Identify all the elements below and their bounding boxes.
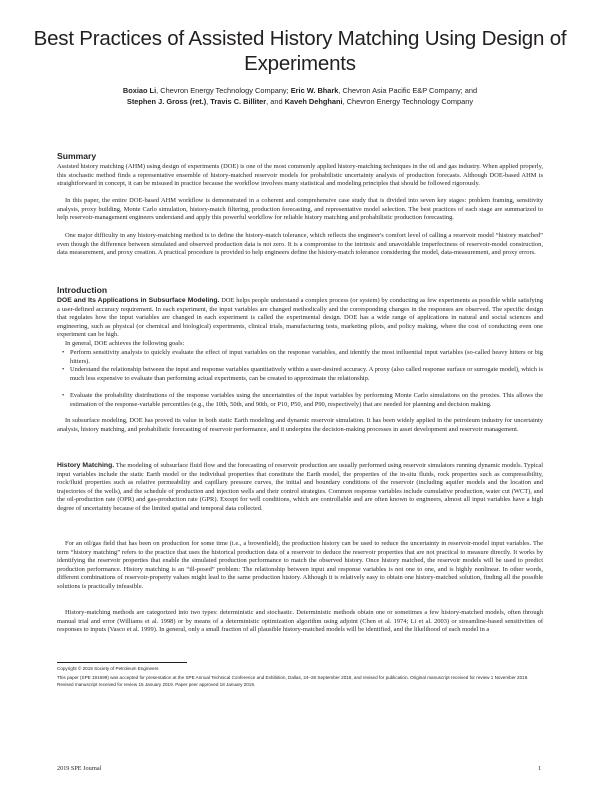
author-name: Eric W. Bhark (290, 86, 339, 95)
doe-subheading: DOE and Its Applications in Subsurface Modeling. (57, 297, 220, 304)
bullet-dot-icon: • (62, 349, 65, 356)
introduction-heading: Introduction (57, 285, 108, 295)
author-name: Boxiao Li (122, 86, 157, 95)
author-name: Travis C. Billiter (210, 97, 267, 106)
bullet-item-2 (62, 366, 543, 383)
doe-paragraph-1 (57, 297, 543, 340)
footnote-divider (57, 662, 187, 663)
bullet-text: Perform sensitivity analysis to quickly evaluate the effect of input variables on the response variables, and identify the most influential input variables (so-called heavy hitters or big hitters). (70, 349, 543, 365)
author-separator: , and (266, 97, 285, 106)
bullet-item-3 (62, 392, 543, 409)
bullet-text: Evaluate the probability distributions of the response variables using the uncertainties of the input variables by performing Monte Carlo simulations on the proxies. This allows the estimation of the response-variable percentiles (e.g., the 10th, 50th, and 90th, or P10, P50, and P90, respectively) that are needed for planning and decision making. (70, 392, 543, 408)
history-matching-paragraph-3: History-matching methods are categorized into two types: deterministic and stochastic. Deterministic methods obtain one or sometimes a few history-matched models, often through manual trial and error (Williams et al. 1998) or by means of a deterministic optimization algorithm using adjoint (Chen et al. 1974; Li et al. 2003) or streamline-based sensitivities of responses to inputs (Vasco et al. 1999). In general, only a small fraction of all plausible history-matched models will be identified, and the likelihood of each model in a (57, 609, 543, 634)
doe-paragraph-3: In subsurface modeling, DOE has proved its value in both static Earth modeling and dynamic reservoir simulation. It has been widely applied in the petroleum industry for uncertainty analysis, history matching, and probabilistic forecasting of reservoir performance, and it underpins the decision-making processes in asset development and reservoir management. (57, 417, 543, 433)
paper-title: Best Practices of Assisted History Matching Using Design of Experiments (33, 27, 567, 75)
summary-paragraph-2: In this paper, the entire DOE-based AHM workflow is demonstrated in a coherent and comprehensive case study that is divided into seven key stages: problem framing, sensitivity analysis, proxy building, Monte Carlo simulation, history-match filtering, production forecasting, and representative model selection. The best practices of each stage are summarized to help reservoir-management engineers understand and apply this powerful workflow for reliable history matching and probabilistic production forecasting. (57, 197, 543, 222)
author-affiliation: , Chevron Energy Technology Company; (156, 86, 291, 95)
publication-note: This paper (SPE 191699) was accepted for presentation at the SPE Annual Technical Conference and Exhibition, Dallas, 24–26 September 2018, and revised for publication. Original manuscript received for review 1 November 2018. Revised manuscript received for review 15 January 2019. Paper peer approved 18 January 2019. (57, 675, 529, 687)
history-matching-paragraph-1-text: The modeling of subsurface fluid flow and the forecasting of reservoir production are usually performed using reservoir simulators running dynamic models. Typical input variables include the static Earth model or the individual properties that constitute the Earth model, the properties of the in-situ fluids, rock properties such as compressibility, rock/fluid properties such as relative permeability and capillary pressure curves, the initial and boundary conditions of the reservoir (including aquifer models and the location and trajectories of the wells), and the schedule of production and injection wells and their control strategies. Common response variables include cumulative production, water cut (WCT), and the oil-production rate (OPR) and gas-production rate (GPR). Except for well conditions, which are controllable and are often known to engineers, almost all input variables have a high degree of uncertainty because of the limited spatial and temporal data collected. (57, 462, 543, 512)
author-name: Stephen J. Gross (ret.) (126, 97, 207, 106)
author-separator: , (206, 97, 211, 106)
journal-footer: 2019 SPE Journal (57, 765, 102, 772)
summary-paragraph-1: Assisted history matching (AHM) using design of experiments (DOE) is one of the most commonly applied history-matching techniques in the oil and gas industry. When applied properly, this stochastic method finds a representative ensemble of history-matched reservoir models for probabilistic uncertainty analysis of production forecasts. Although DOE-based AHM is straightforward in concept, it can be misused in practice because the workflow involves many statistical and modeling principles that should be followed rigorously. (57, 163, 543, 188)
author-affiliation: , Chevron Energy Technology Company (342, 97, 474, 106)
author-name: Kaveh Dehghani (284, 97, 343, 106)
doe-paragraph-2: In general, DOE achieves the following goals: (65, 340, 185, 347)
author-list (30, 85, 570, 107)
history-matching-paragraph-2: For an oil/gas field that has been on production for some time (i.e., a brownfield), the production history can be used to reduce the uncertainty in reservoir-model input variables. The term “history matching” refers to the practice that uses the historical production data of a reservoir to deduce the reservoir properties that are not practical to measure directly. It works by identifying the reservoir properties that enable the simulated production performance to match the observed history. Once history matched, the reservoir models will be used to predict production performance. History matching is an “ill-posed” problem: The relationship between input and response variables is not one to one, and is highly nonlinear. In other words, different combinations of reservoir-property values might lead to the same production history. Although it is relatively easy to obtain one history-matched solution, finding all the possible solutions is practically infeasible. (57, 540, 543, 590)
bullet-dot-icon: • (62, 392, 65, 399)
doe-paragraph-1-text: DOE helps people understand a complex process (or system) by conducting as few experiments as possible while satisfying a user-defined accuracy requirement. In each experiment, the input variables are changed methodically and the corresponding changes in the responses are observed. The specific design that regulates how the input variables are changed in each experiment is called the experimental design. DOE has a wide range of applications in natural and social sciences and engineering, such as physical (or chemical and biological) experiments, clinical trials, manufacturing tests, marketing pilots, and policy making, where the cost of conducting even one experiment can be high. (57, 297, 543, 339)
history-matching-subheading: History Matching. (57, 462, 115, 469)
summary-heading: Summary (57, 151, 97, 161)
bullet-text: Understand the relationship between the input and response variables quantitatively within a user-desired accuracy. A proxy (also called response surface or surrogate model), which is much less expensive to evaluate than performing actual experiments, can be created to approximate the relationship. (70, 366, 543, 382)
bullet-item-1 (62, 349, 543, 366)
copyright-note: Copyright © 2019 Society of Petroleum Engineers (57, 666, 159, 671)
page-number: 1 (538, 765, 542, 772)
summary-paragraph-3: One major difficulty in any history-matching method is to define the history-match tolerance, which reflects the engineer's comfort level of calling a reservoir model “history matched” even though the difference between simulated and observed production data is not zero. It is a compromise to the intrinsic and unavoidable imperfectness of reservoir-model construction, data measurement, and proxy creation. A practical procedure is provided to help engineers define the history-match tolerance considering the model, data-measurement, and proxy errors. (57, 232, 543, 257)
bullet-dot-icon: • (62, 366, 65, 373)
author-affiliation: , Chevron Asia Pacific E&P Company; and (338, 86, 478, 95)
history-matching-paragraph-1 (57, 462, 543, 514)
